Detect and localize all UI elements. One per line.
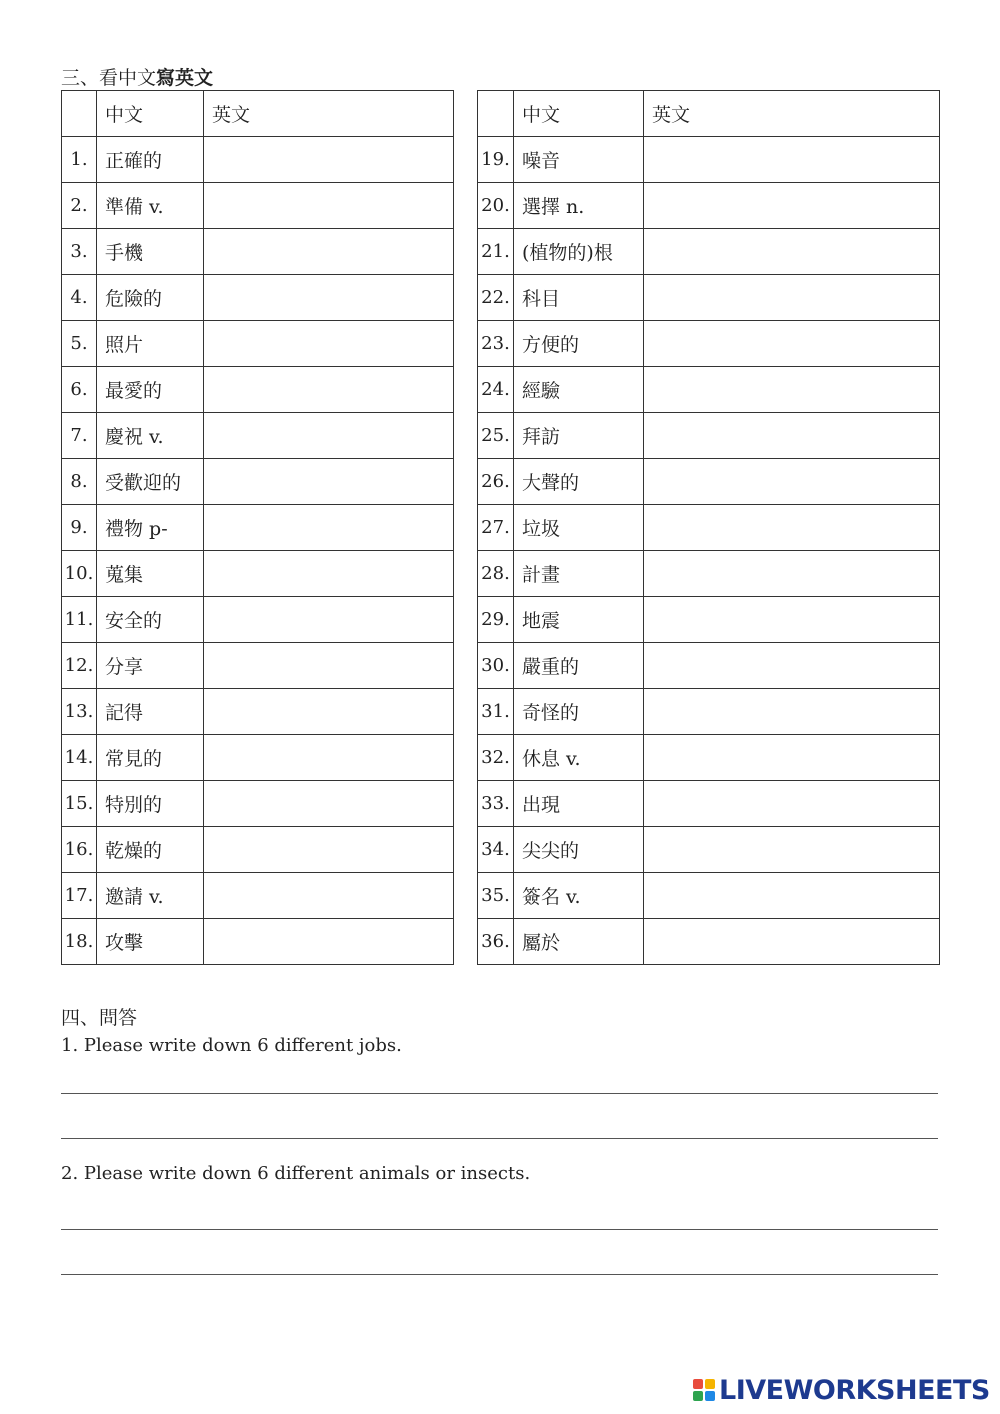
table-row [478, 597, 940, 643]
chinese-word: 準備 v. [97, 183, 204, 229]
english-answer-cell[interactable] [204, 643, 454, 689]
item-number: 15. [62, 781, 97, 827]
item-number: 36. [478, 919, 514, 965]
english-answer-cell[interactable] [204, 229, 454, 275]
english-answer-cell[interactable] [204, 781, 454, 827]
english-answer-cell[interactable] [204, 137, 454, 183]
table-row [478, 735, 940, 781]
chinese-word: 拜訪 [514, 413, 644, 459]
table-row [62, 321, 454, 367]
table-row [478, 873, 940, 919]
table-row [478, 137, 940, 183]
table-row [478, 919, 940, 965]
table-row [478, 689, 940, 735]
header-english: 英文 [204, 91, 454, 137]
chinese-word: 受歡迎的 [97, 459, 204, 505]
chinese-word: 安全的 [97, 597, 204, 643]
header-chinese: 中文 [514, 91, 644, 137]
english-answer-cell[interactable] [204, 413, 454, 459]
question-1: 1. Please write down 6 different jobs. [61, 1035, 402, 1056]
table-row [478, 275, 940, 321]
table-row [62, 643, 454, 689]
item-number: 11. [62, 597, 97, 643]
english-answer-cell[interactable] [644, 827, 940, 873]
table-row [62, 183, 454, 229]
chinese-word: 簽名 v. [514, 873, 644, 919]
english-answer-cell[interactable] [644, 551, 940, 597]
english-answer-cell[interactable] [644, 137, 940, 183]
section-3-title-normal: 三、看中文 [61, 67, 157, 89]
item-number: 35. [478, 873, 514, 919]
table-row [478, 367, 940, 413]
chinese-word: (植物的)根 [514, 229, 644, 275]
english-answer-cell[interactable] [204, 321, 454, 367]
table-row [62, 597, 454, 643]
item-number: 17. [62, 873, 97, 919]
chinese-word: 科目 [514, 275, 644, 321]
chinese-word: 危險的 [97, 275, 204, 321]
vocab-table-right [477, 90, 940, 965]
chinese-word: 攻擊 [97, 919, 204, 965]
chinese-word: 噪音 [514, 137, 644, 183]
chinese-word: 經驗 [514, 367, 644, 413]
section-3-title [61, 63, 213, 90]
table-row [478, 643, 940, 689]
english-answer-cell[interactable] [644, 643, 940, 689]
item-number: 16. [62, 827, 97, 873]
chinese-word: 記得 [97, 689, 204, 735]
chinese-word: 休息 v. [514, 735, 644, 781]
english-answer-cell[interactable] [644, 459, 940, 505]
item-number: 10. [62, 551, 97, 597]
item-number: 26. [478, 459, 514, 505]
table-row [62, 781, 454, 827]
chinese-word: 最愛的 [97, 367, 204, 413]
chinese-word: 禮物 p- [97, 505, 204, 551]
item-number: 27. [478, 505, 514, 551]
table-row [478, 505, 940, 551]
item-number: 6. [62, 367, 97, 413]
item-number: 2. [62, 183, 97, 229]
header-blank-cell [478, 91, 514, 137]
chinese-word: 方便的 [514, 321, 644, 367]
item-number: 12. [62, 643, 97, 689]
item-number: 24. [478, 367, 514, 413]
chinese-word: 慶祝 v. [97, 413, 204, 459]
english-answer-cell[interactable] [644, 735, 940, 781]
item-number: 20. [478, 183, 514, 229]
item-number: 21. [478, 229, 514, 275]
english-answer-cell[interactable] [644, 229, 940, 275]
table-row [478, 459, 940, 505]
chinese-word: 蒐集 [97, 551, 204, 597]
english-answer-cell[interactable] [204, 919, 454, 965]
item-number: 19. [478, 137, 514, 183]
english-answer-cell[interactable] [204, 827, 454, 873]
chinese-word: 邀請 v. [97, 873, 204, 919]
english-answer-cell[interactable] [204, 367, 454, 413]
table-row [478, 827, 940, 873]
table-row [62, 689, 454, 735]
chinese-word: 手機 [97, 229, 204, 275]
answer-line[interactable] [61, 1229, 938, 1230]
english-answer-cell[interactable] [644, 689, 940, 735]
english-answer-cell[interactable] [204, 551, 454, 597]
item-number: 13. [62, 689, 97, 735]
chinese-word: 垃圾 [514, 505, 644, 551]
english-answer-cell[interactable] [644, 275, 940, 321]
answer-line[interactable] [61, 1093, 938, 1094]
logo-square [705, 1391, 715, 1401]
chinese-word: 正確的 [97, 137, 204, 183]
chinese-word: 乾燥的 [97, 827, 204, 873]
item-number: 28. [478, 551, 514, 597]
item-number: 4. [62, 275, 97, 321]
table-header-row [62, 91, 454, 137]
logo-text: LIVEWORKSHEETS [719, 1374, 990, 1406]
header-blank-cell [62, 91, 97, 137]
table-row [62, 229, 454, 275]
chinese-word: 特別的 [97, 781, 204, 827]
chinese-word: 選擇 n. [514, 183, 644, 229]
english-answer-cell[interactable] [204, 505, 454, 551]
chinese-word: 常見的 [97, 735, 204, 781]
logo-square [705, 1379, 715, 1389]
table-row [62, 137, 454, 183]
table-row [62, 735, 454, 781]
vocab-table-left [61, 90, 454, 965]
item-number: 34. [478, 827, 514, 873]
english-answer-cell[interactable] [204, 689, 454, 735]
vocab-table-right-body [478, 91, 940, 965]
table-row [478, 183, 940, 229]
english-answer-cell[interactable] [204, 597, 454, 643]
item-number: 1. [62, 137, 97, 183]
table-row [62, 459, 454, 505]
chinese-word: 嚴重的 [514, 643, 644, 689]
english-answer-cell[interactable] [644, 321, 940, 367]
item-number: 25. [478, 413, 514, 459]
table-row [62, 413, 454, 459]
item-number: 29. [478, 597, 514, 643]
logo-square [693, 1379, 703, 1389]
item-number: 23. [478, 321, 514, 367]
english-answer-cell[interactable] [644, 919, 940, 965]
table-row [478, 229, 940, 275]
item-number: 30. [478, 643, 514, 689]
header-english: 英文 [644, 91, 940, 137]
item-number: 3. [62, 229, 97, 275]
item-number: 31. [478, 689, 514, 735]
liveworksheets-logo [693, 1374, 990, 1406]
english-answer-cell[interactable] [644, 781, 940, 827]
item-number: 14. [62, 735, 97, 781]
chinese-word: 出現 [514, 781, 644, 827]
table-row [62, 367, 454, 413]
table-row [62, 873, 454, 919]
english-answer-cell[interactable] [644, 413, 940, 459]
table-row [478, 551, 940, 597]
table-row [478, 321, 940, 367]
chinese-word: 照片 [97, 321, 204, 367]
vocab-table-left-body [62, 91, 454, 965]
item-number: 33. [478, 781, 514, 827]
question-2: 2. Please write down 6 different animals or insects. [61, 1163, 531, 1184]
chinese-word: 大聲的 [514, 459, 644, 505]
liveworksheets-logo-icon [693, 1379, 715, 1401]
item-number: 8. [62, 459, 97, 505]
answer-line[interactable] [61, 1138, 938, 1139]
english-answer-cell[interactable] [644, 505, 940, 551]
english-answer-cell[interactable] [204, 873, 454, 919]
english-answer-cell[interactable] [644, 367, 940, 413]
table-row [62, 919, 454, 965]
answer-line[interactable] [61, 1274, 938, 1275]
item-number: 9. [62, 505, 97, 551]
item-number: 7. [62, 413, 97, 459]
item-number: 22. [478, 275, 514, 321]
english-answer-cell[interactable] [204, 459, 454, 505]
item-number: 5. [62, 321, 97, 367]
logo-square [693, 1391, 703, 1401]
english-answer-cell[interactable] [644, 873, 940, 919]
english-answer-cell[interactable] [204, 735, 454, 781]
item-number: 18. [62, 919, 97, 965]
chinese-word: 屬於 [514, 919, 644, 965]
english-answer-cell[interactable] [644, 183, 940, 229]
table-row [478, 413, 940, 459]
header-chinese: 中文 [97, 91, 204, 137]
chinese-word: 尖尖的 [514, 827, 644, 873]
chinese-word: 地震 [514, 597, 644, 643]
section-4-title: 四、問答 [61, 1007, 138, 1029]
english-answer-cell[interactable] [644, 597, 940, 643]
table-row [62, 505, 454, 551]
english-answer-cell[interactable] [204, 183, 454, 229]
chinese-word: 分享 [97, 643, 204, 689]
english-answer-cell[interactable] [204, 275, 454, 321]
section-3-title-bold: 寫英文 [156, 67, 214, 89]
table-header-row [478, 91, 940, 137]
table-row [62, 827, 454, 873]
chinese-word: 計畫 [514, 551, 644, 597]
table-row [62, 275, 454, 321]
table-row [478, 781, 940, 827]
table-row [62, 551, 454, 597]
chinese-word: 奇怪的 [514, 689, 644, 735]
item-number: 32. [478, 735, 514, 781]
